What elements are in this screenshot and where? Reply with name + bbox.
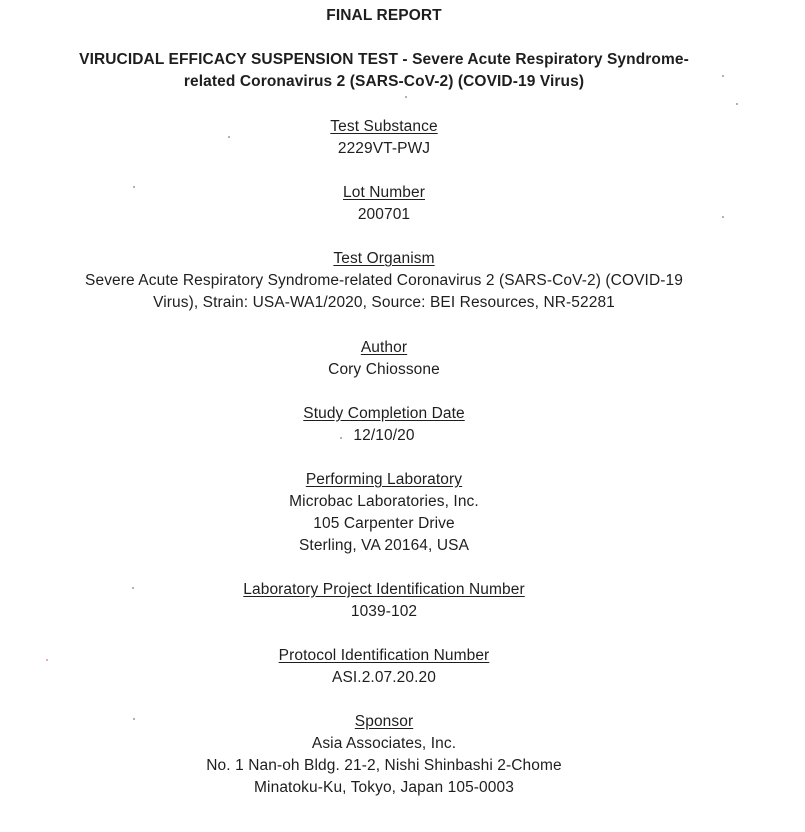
- scan-speck: [228, 136, 230, 138]
- sponsor-line-1: Asia Associates, Inc.: [311, 735, 457, 752]
- lab-project-id-value: 1039-102: [350, 603, 418, 620]
- author-value: Cory Chiossone: [328, 361, 440, 378]
- test-organism-line-2: Virus), Strain: USA-WA1/2020, Source: BEI Resources, NR-52281: [153, 294, 615, 311]
- lot-number-value: 200701: [357, 206, 411, 223]
- protocol-id-value: ASI.2.07.20.20: [332, 669, 436, 686]
- test-organism-line-1: Severe Acute Respiratory Syndrome-related Coronavirus 2 (SARS-CoV-2) (COVID-19: [85, 272, 683, 289]
- scan-speck: [133, 186, 135, 188]
- scan-speck: [736, 103, 738, 105]
- performing-laboratory-line-2: 105 Carpenter Drive: [313, 515, 455, 532]
- scan-speck: [405, 96, 407, 98]
- lot-number-label: Lot Number: [343, 184, 425, 201]
- report-title-line-1: VIRUCIDAL EFFICACY SUSPENSION TEST - Severe Acute Respiratory Syndrome-: [79, 51, 689, 68]
- report-header: FINAL REPORT: [326, 7, 442, 24]
- performing-laboratory-label: Performing Laboratory: [305, 471, 463, 488]
- scan-speck: [132, 587, 134, 589]
- report-title-line-2: related Coronavirus 2 (SARS-CoV-2) (COVID-19 Virus): [183, 73, 585, 90]
- sponsor-line-2: No. 1 Nan-oh Bldg. 21-2, Nishi Shinbashi 2-Chome: [206, 757, 562, 774]
- lab-project-id-label: Laboratory Project Identification Number: [243, 581, 525, 598]
- study-completion-date-label: Study Completion Date: [303, 405, 465, 422]
- performing-laboratory-line-3: Sterling, VA 20164, USA: [298, 537, 470, 554]
- study-completion-date-value: 12/10/20: [353, 427, 415, 444]
- scan-speck: [133, 718, 135, 720]
- performing-laboratory-line-1: Microbac Laboratories, Inc.: [289, 493, 479, 510]
- test-substance-label: Test Substance: [330, 118, 438, 135]
- test-organism-label: Test Organism: [333, 250, 435, 267]
- author-label: Author: [360, 339, 408, 356]
- scan-speck: [722, 216, 724, 218]
- scan-speck: [46, 659, 48, 661]
- scan-speck: [722, 75, 724, 77]
- test-substance-value: 2229VT-PWJ: [337, 140, 431, 157]
- sponsor-label: Sponsor: [354, 713, 414, 730]
- sponsor-line-3: Minatoku-Ku, Tokyo, Japan 105-0003: [254, 779, 514, 796]
- protocol-id-label: Protocol Identification Number: [278, 647, 490, 664]
- scan-speck: [340, 437, 342, 439]
